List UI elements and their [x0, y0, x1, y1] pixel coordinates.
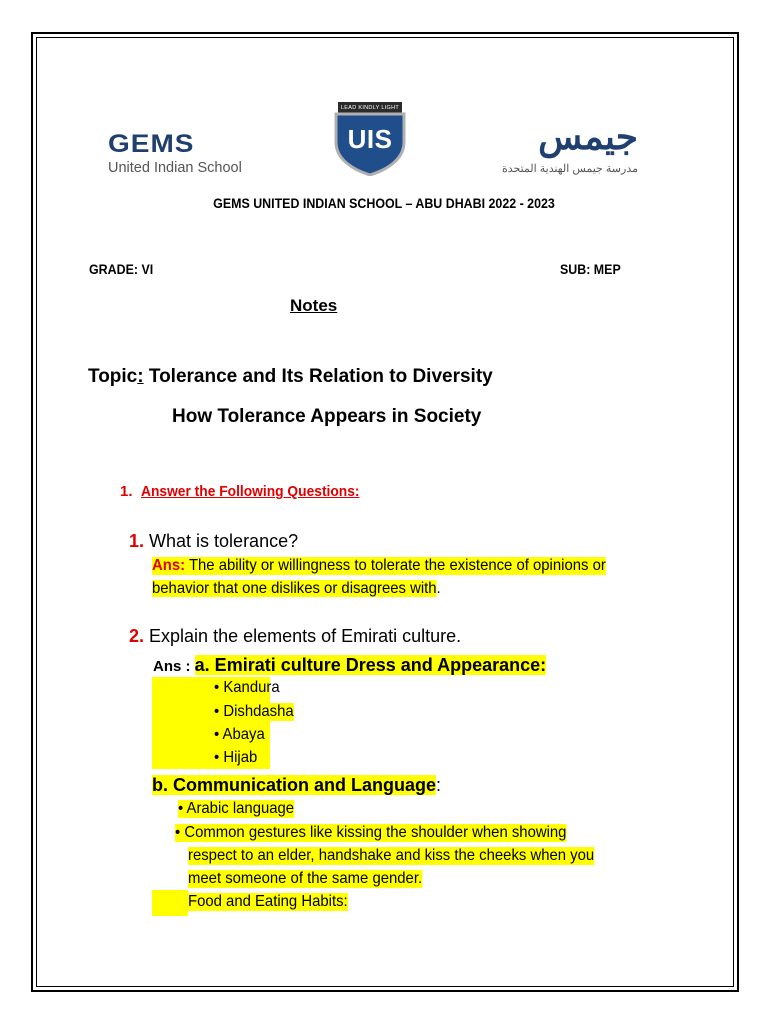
highlight-block-b — [152, 890, 188, 916]
topic-title: Tolerance and Its Relation to Diversity — [143, 366, 493, 387]
list-item: • Kandura — [214, 679, 280, 696]
arabic-logo-wordmark: جيمس — [538, 116, 638, 157]
question-1 — [129, 531, 298, 552]
grade-label: GRADE: VI — [89, 262, 154, 277]
answer-1-text-1: The ability or willingness to tolerate the existence of opinions or — [185, 557, 606, 574]
list-item-continuation: meet someone of the same gender. — [188, 870, 423, 887]
part-a-heading: a. Emirati culture Dress and Appearance: — [194, 655, 547, 675]
section-number: 1. — [120, 483, 133, 500]
shield-text: UIS — [347, 124, 393, 154]
topic-prefix: Topic — [88, 366, 138, 387]
gems-logo-subtitle: United Indian School — [108, 160, 242, 176]
topic-colon: : — [137, 366, 144, 387]
topic-subtitle: How Tolerance Appears in Society — [172, 406, 482, 427]
section-heading — [120, 483, 378, 500]
question-2-text: Explain the elements of Emirati culture. — [149, 626, 462, 646]
list-item: • Common gestures like kissing the shoulder when showing — [175, 824, 567, 841]
question-2 — [129, 626, 461, 647]
answer-1-label: Ans: — [152, 557, 186, 574]
school-name-line: GEMS UNITED INDIAN SCHOOL – ABU DHABI 2022 - 2023 — [213, 196, 555, 211]
answer-2-label: Ans : — [153, 658, 195, 675]
page-border-inner — [36, 37, 734, 987]
answer-1-line-2 — [152, 580, 462, 598]
gems-logo-wordmark: GEMS — [108, 129, 195, 158]
list-item-continuation: respect to an elder, handshake and kiss the cheeks when you — [188, 847, 595, 864]
arabic-logo-subtitle: مدرسة جيمس الهندية المتحدة — [501, 163, 638, 175]
question-1-text: What is tolerance? — [149, 531, 299, 551]
list-item: • Arabic language — [178, 800, 295, 817]
notes-title: Notes — [290, 296, 338, 315]
list-item: • Abaya — [214, 726, 265, 743]
list-item-continuation: Food and Eating Habits: — [188, 893, 348, 910]
list-item: • Dishdasha — [214, 703, 294, 720]
shield-banner: LEAD KINDLY LIGHT — [338, 102, 402, 114]
answer-1-end: . — [436, 580, 441, 597]
question-2-number: 2. — [129, 626, 145, 646]
question-1-number: 1. — [129, 531, 145, 551]
uis-shield-logo — [332, 102, 408, 176]
section-heading-label: Answer the Following Questions: — [140, 483, 360, 500]
list-item: • Hijab — [214, 749, 258, 766]
subject-label: SUB: MEP — [560, 262, 621, 277]
part-b-heading: b. Communication and Language: — [152, 775, 442, 795]
answer-2-header — [153, 655, 546, 676]
answer-1-text-2: behavior that one dislikes or disagrees with — [152, 580, 437, 597]
topic-heading — [88, 366, 493, 388]
answer-1-line-1 — [152, 557, 640, 575]
